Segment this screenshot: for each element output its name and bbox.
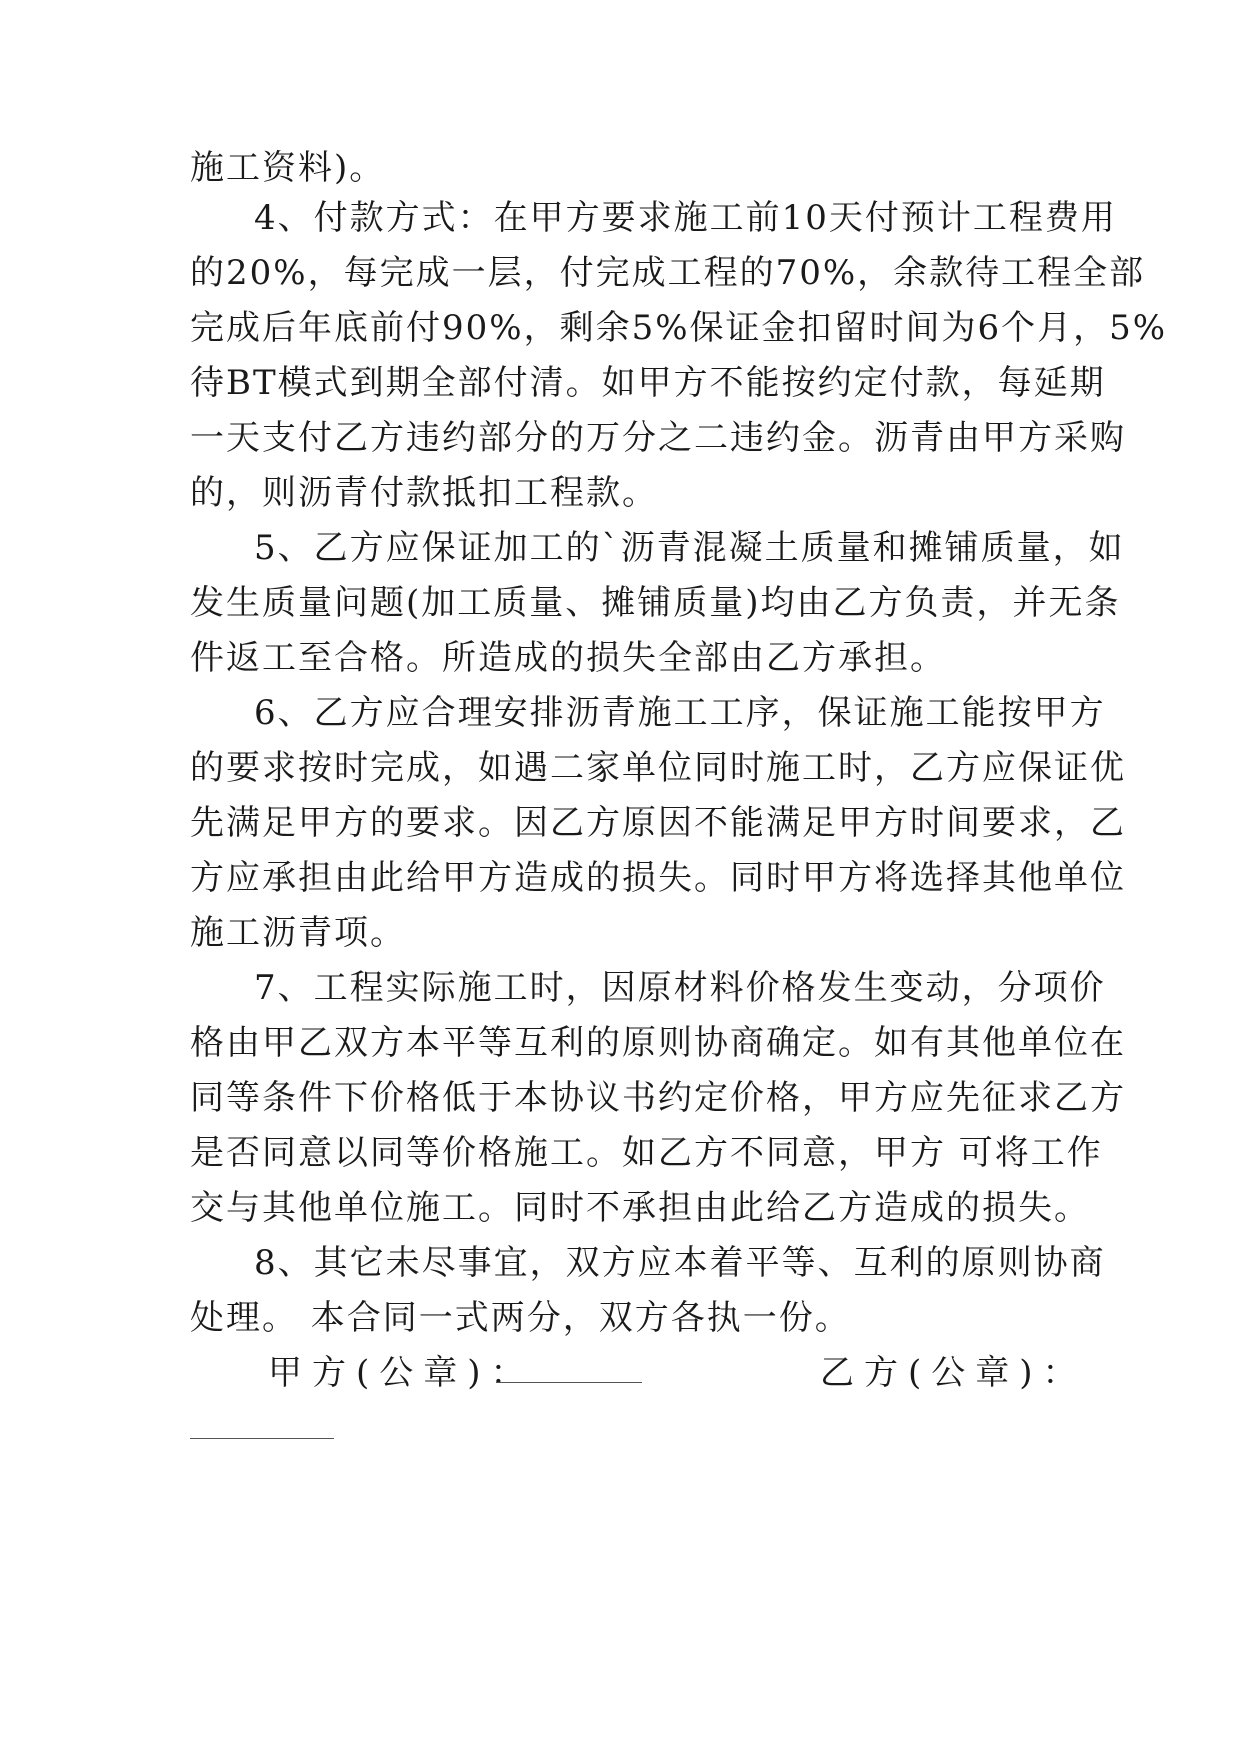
paragraph-line: 的要求按时完成，如遇二家单位同时施工时，乙方应保证优: [190, 748, 1126, 788]
paragraph-line: 发生质量问题(加工质量、摊铺质量)均由乙方负责，并无条: [190, 583, 1121, 623]
paragraph-line: 件返工至合格。所造成的损失全部由乙方承担。: [190, 638, 946, 678]
paragraph-line: 6、乙方应合理安排沥青施工工序，保证施工能按甲方: [254, 693, 1106, 733]
paragraph-line: 是否同意以同等价格施工。如乙方不同意，甲方 可将工作: [190, 1133, 1103, 1173]
paragraph-line: 完成后年底前付90%，剩余5%保证金扣留时间为6个月，5%: [190, 308, 1168, 348]
party-b-signature-blank: [190, 1438, 334, 1439]
paragraph-line: 5、乙方应保证加工的`沥青混凝土质量和摊铺质量，如: [254, 528, 1125, 568]
paragraph-line: 先满足甲方的要求。因乙方原因不能满足甲方时间要求，乙: [190, 803, 1126, 843]
paragraph-line: 施工沥青项。: [190, 913, 406, 953]
party-b-signature-label: 乙方(公章)：: [820, 1353, 1087, 1393]
paragraph-line: 一天支付乙方违约部分的万分之二违约金。沥青由甲方采购: [190, 418, 1126, 458]
paragraph-line: 格由甲乙双方本平等互利的原则协商确定。如有其他单位在: [190, 1023, 1126, 1063]
paragraph-line: 处理。 本合同一式两分，双方各执一份。: [190, 1298, 851, 1338]
paragraph-line: 4、付款方式：在甲方要求施工前10天付预计工程费用: [254, 198, 1117, 238]
paragraph-line: 同等条件下价格低于本协议书约定价格，甲方应先征求乙方: [190, 1078, 1126, 1118]
party-a-signature-label: 甲方(公章)：: [268, 1353, 535, 1393]
paragraph-line: 8、其它未尽事宜，双方应本着平等、互利的原则协商: [254, 1243, 1106, 1283]
paragraph-line: 的20%，每完成一层，付完成工程的70%，余款待工程全部: [190, 253, 1146, 293]
paragraph-line: 的，则沥青付款抵扣工程款。: [190, 473, 658, 513]
paragraph-line: 7、工程实际施工时，因原材料价格发生变动，分项价: [254, 968, 1106, 1008]
paragraph-line: 施工资料)。: [190, 148, 386, 188]
paragraph-line: 方应承担由此给甲方造成的损失。同时甲方将选择其他单位: [190, 858, 1126, 898]
paragraph-line: 待BT模式到期全部付清。如甲方不能按约定付款，每延期: [190, 363, 1106, 403]
paragraph-line: 交与其他单位施工。同时不承担由此给乙方造成的损失。: [190, 1188, 1090, 1228]
party-a-signature-blank: [496, 1382, 642, 1383]
